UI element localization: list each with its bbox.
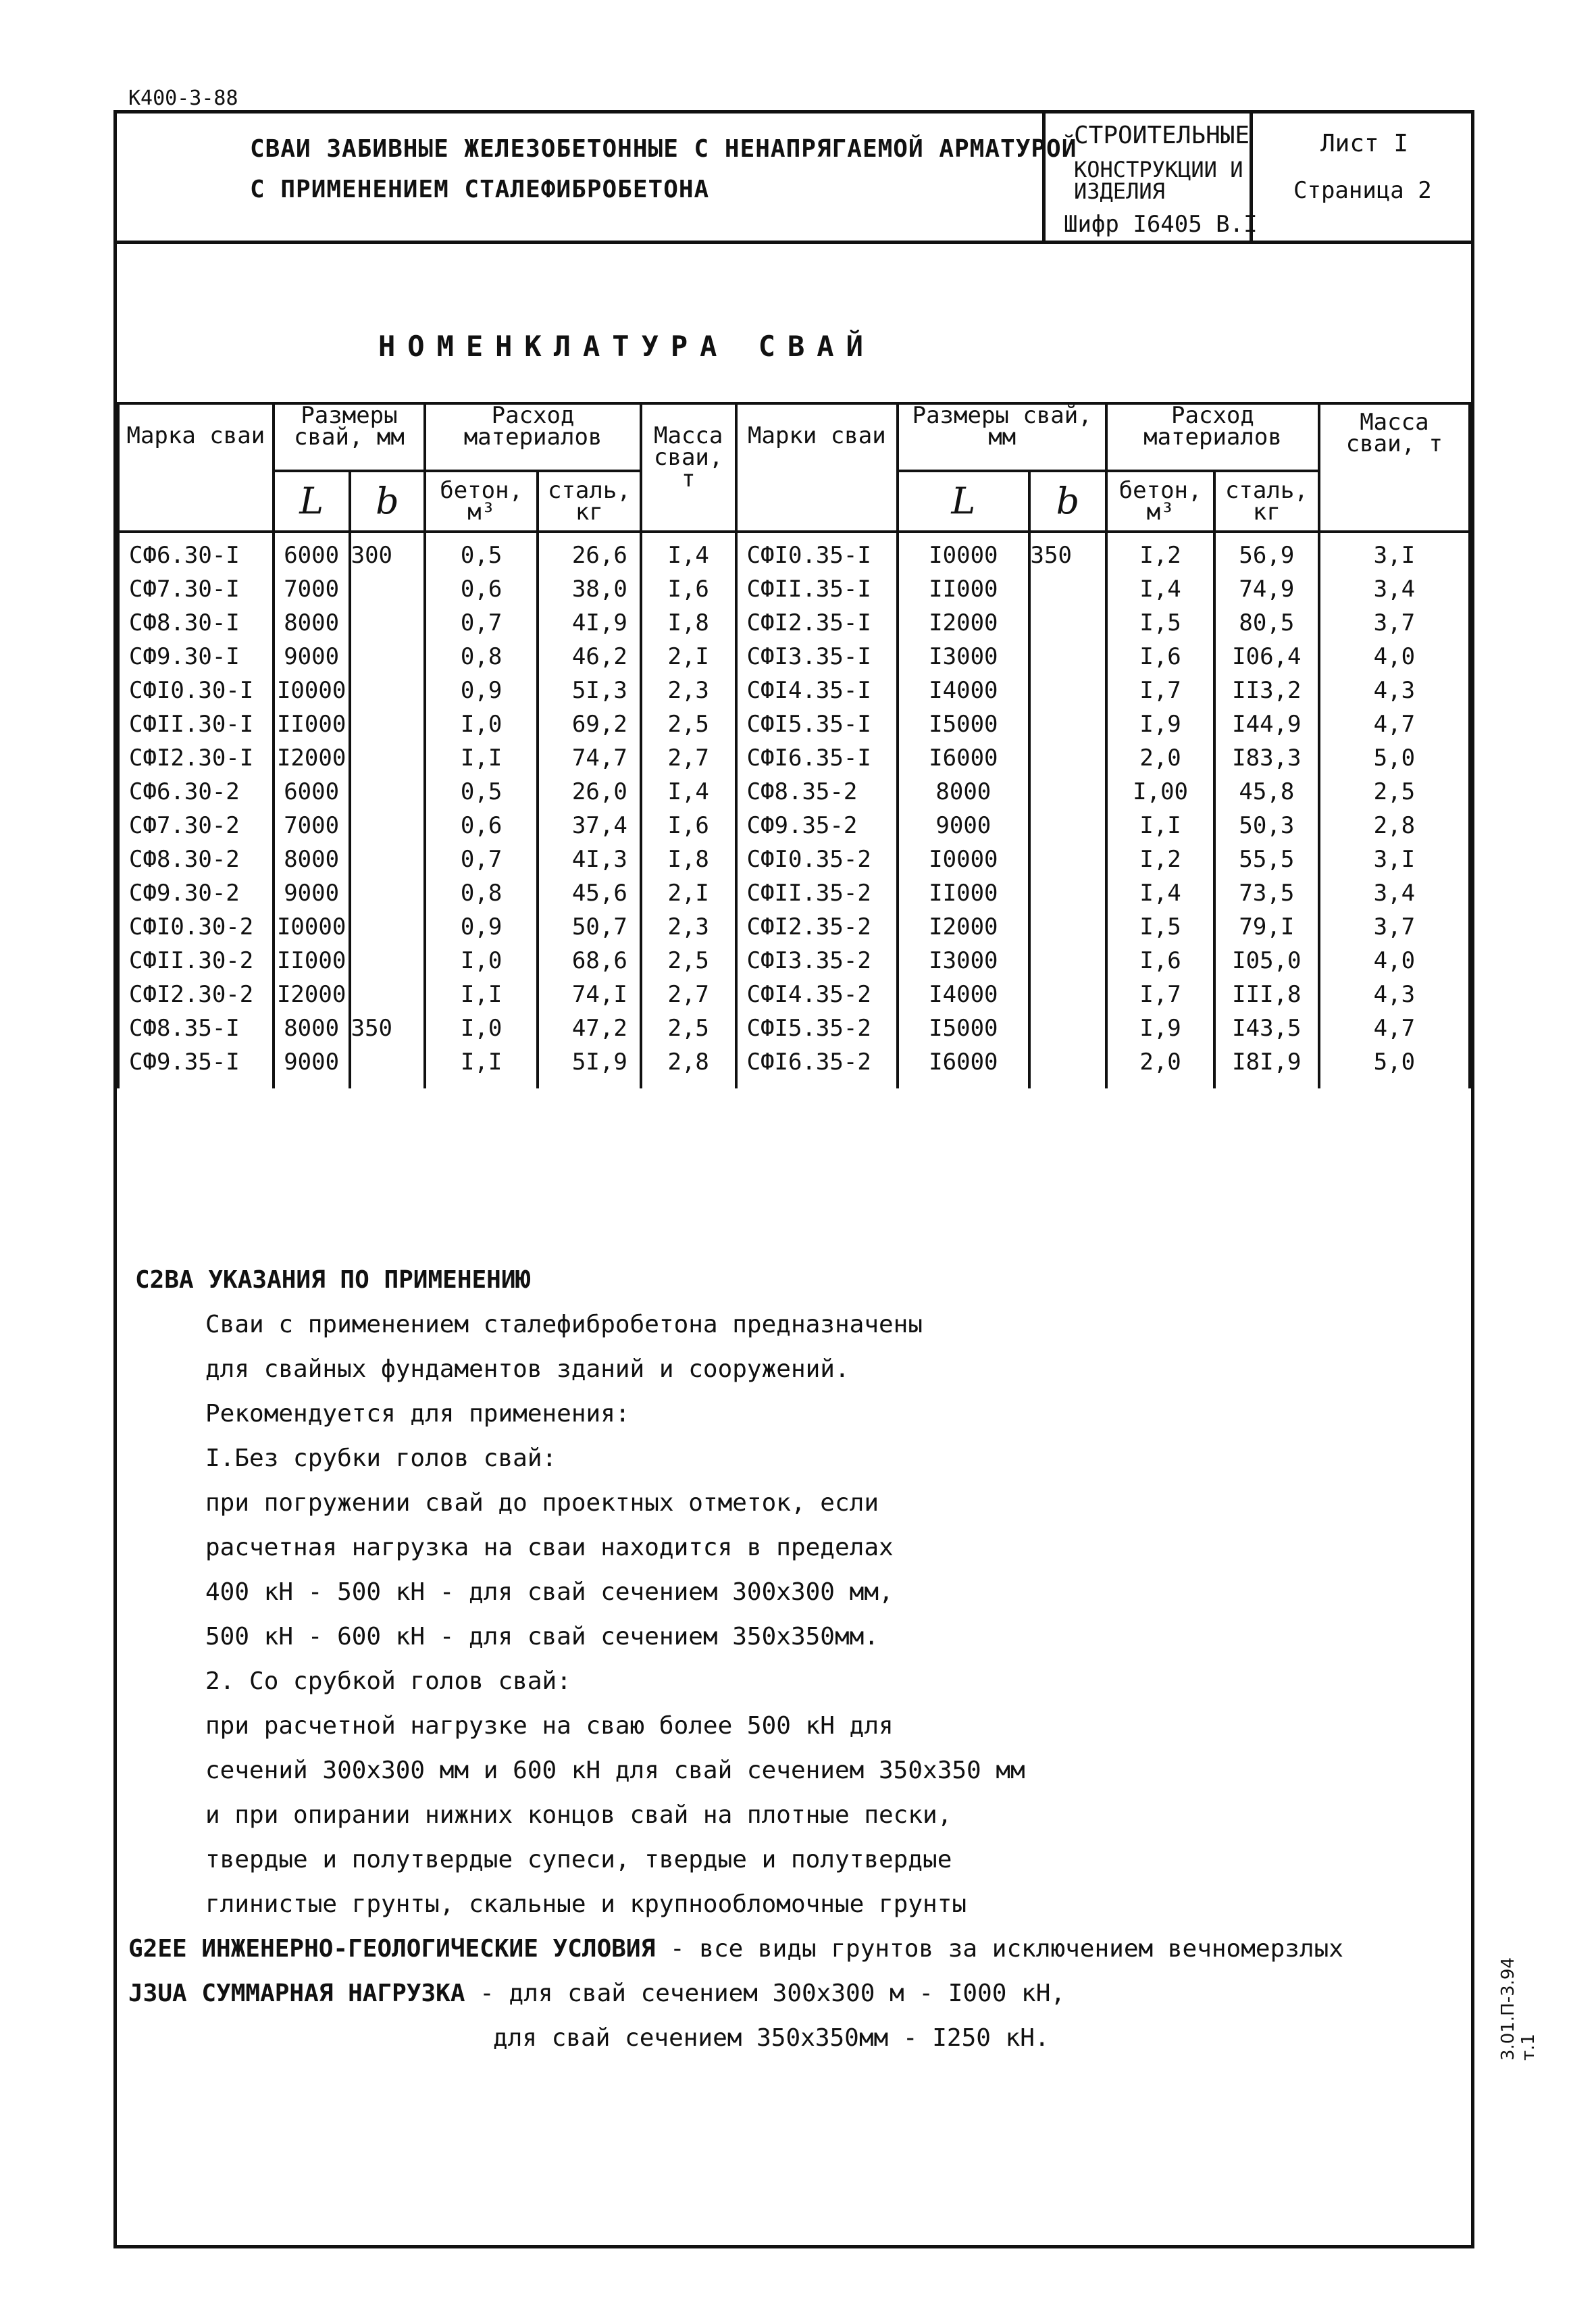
table-cell: 0,7 <box>425 606 538 640</box>
table-cell: 3,4 <box>1319 572 1470 606</box>
table-cell: СФI2.30-I <box>118 741 274 775</box>
table-cell <box>350 606 426 640</box>
table-cell: I,4 <box>641 775 736 809</box>
table-cell <box>1029 1011 1107 1045</box>
table-cell: 5I,9 <box>538 1045 641 1088</box>
table-cell: II000 <box>898 876 1029 910</box>
table-cell: I,7 <box>1106 674 1214 707</box>
table-body <box>118 532 1470 1088</box>
table-cell <box>350 640 426 674</box>
page-number: Страница 2 <box>1293 177 1432 204</box>
table-cell <box>1029 572 1107 606</box>
table-cell: СФI0.30-I <box>118 674 274 707</box>
table-cell: СФ9.35-I <box>118 1045 274 1088</box>
table-cell: СФI2.30-2 <box>118 978 274 1011</box>
table-cell: I,4 <box>1106 876 1214 910</box>
notes-line: сечений 300х300 мм и 600 кН для свай сечением 350х350 мм <box>205 1757 1025 1784</box>
table-cell: I0000 <box>898 532 1029 572</box>
table-cell: 45,6 <box>538 876 641 910</box>
table-cell: 50,3 <box>1214 809 1319 842</box>
table-cell: СФ6.30-2 <box>118 775 274 809</box>
notes-line: 400 кН - 500 кН - для свай сечением 300х300 мм, <box>205 1578 894 1606</box>
table-cell: 2,5 <box>641 944 736 978</box>
table-cell: 68,6 <box>538 944 641 978</box>
table-cell: 4I,9 <box>538 606 641 640</box>
table-cell: 74,9 <box>1214 572 1319 606</box>
table-cell: 8000 <box>898 775 1029 809</box>
table-cell: 2,0 <box>1106 741 1214 775</box>
table-cell: СФI0.35-I <box>736 532 898 572</box>
table-cell: 3,4 <box>1319 876 1470 910</box>
table-cell: I83,3 <box>1214 741 1319 775</box>
table-cell: I,6 <box>1106 640 1214 674</box>
table-cell: СФI5.35-2 <box>736 1011 898 1045</box>
table-cell: I,0 <box>425 707 538 741</box>
table-cell: 9000 <box>274 876 350 910</box>
table-cell: 55,5 <box>1214 842 1319 876</box>
table-cell: I,I <box>425 978 538 1011</box>
table-cell: СФ7.30-2 <box>118 809 274 842</box>
table-cell: 0,6 <box>425 809 538 842</box>
table-cell <box>350 674 426 707</box>
table-cell: СФ9.35-2 <box>736 809 898 842</box>
table-cell: СФII.35-I <box>736 572 898 606</box>
table-cell: 2,7 <box>641 978 736 1011</box>
table-cell: 79,I <box>1214 910 1319 944</box>
table-cell: 5,0 <box>1319 1045 1470 1088</box>
table-cell: 45,8 <box>1214 775 1319 809</box>
table-cell <box>1029 876 1107 910</box>
table-row <box>118 978 1470 1011</box>
table-cell: I5000 <box>898 1011 1029 1045</box>
table-cell: I,0 <box>425 944 538 978</box>
table-cell: 9000 <box>898 809 1029 842</box>
table-row <box>118 876 1470 910</box>
table-cell: I8I,9 <box>1214 1045 1319 1088</box>
table-cell: I3000 <box>898 944 1029 978</box>
table-cell <box>1029 809 1107 842</box>
table-cell: II000 <box>274 707 350 741</box>
table-cell <box>350 1045 426 1088</box>
header-mass: Масса сваи, т <box>641 403 736 532</box>
table-cell: 3,I <box>1319 532 1470 572</box>
table-cell: I,6 <box>641 572 736 606</box>
table-cell: СФI2.35-I <box>736 606 898 640</box>
table-cell: СФI6.35-I <box>736 741 898 775</box>
header-mark: Марка сваи <box>118 403 274 532</box>
table-cell: I,6 <box>1106 944 1214 978</box>
geology-text: - все виды грунтов за исключением вечномерзлых <box>655 1935 1343 1963</box>
header-width: b <box>350 471 426 532</box>
table-cell: 0,7 <box>425 842 538 876</box>
table-cell <box>1029 842 1107 876</box>
table-cell: I2000 <box>898 606 1029 640</box>
table-cell: II000 <box>274 944 350 978</box>
header-mark-2: Марки сваи <box>736 403 898 532</box>
table-cell <box>1029 741 1107 775</box>
header-width-2: b <box>1029 471 1107 532</box>
notes-line: и при опирании нижних концов свай на плотные пески, <box>205 1801 952 1829</box>
table-cell: I,4 <box>1106 572 1214 606</box>
table-cell: 2,5 <box>641 707 736 741</box>
table-cell: 46,2 <box>538 640 641 674</box>
table-cell: I6000 <box>898 1045 1029 1088</box>
table-cell: СФ8.35-I <box>118 1011 274 1045</box>
notes-line: при погружении свай до проектных отметок, если <box>205 1489 879 1517</box>
table-cell: СФ8.35-2 <box>736 775 898 809</box>
header-steel-2: сталь, кг <box>1214 471 1319 532</box>
table-cell: 2,5 <box>1319 775 1470 809</box>
table-cell: 4,7 <box>1319 1011 1470 1045</box>
table-cell: I,00 <box>1106 775 1214 809</box>
table-cell: I4000 <box>898 674 1029 707</box>
table-cell: 74,I <box>538 978 641 1011</box>
table-cell: 80,5 <box>1214 606 1319 640</box>
table-cell: 8000 <box>274 1011 350 1045</box>
table-cell: III,8 <box>1214 978 1319 1011</box>
table-cell: I,5 <box>1106 606 1214 640</box>
table-cell: I2000 <box>274 741 350 775</box>
table-cell: 2,I <box>641 876 736 910</box>
table-cell: 2,I <box>641 640 736 674</box>
notes-line: при расчетной нагрузке на сваю более 500 кН для <box>205 1712 894 1740</box>
notes-line: 500 кН - 600 кН - для свай сечением 350х350мм. <box>205 1623 879 1651</box>
table-cell: I,2 <box>1106 842 1214 876</box>
header-divider <box>1042 110 1046 241</box>
header-materials: Расход материалов <box>425 403 641 471</box>
table-cell: 0,5 <box>425 532 538 572</box>
notes-line: Рекомендуется для применения: <box>205 1400 630 1428</box>
table-cell: I0000 <box>274 910 350 944</box>
table-cell: СФ8.30-2 <box>118 842 274 876</box>
table-cell: СФII.30-I <box>118 707 274 741</box>
table-cell: 2,0 <box>1106 1045 1214 1088</box>
table-cell: СФI0.30-2 <box>118 910 274 944</box>
table-cell: 5I,3 <box>538 674 641 707</box>
table-cell: I05,0 <box>1214 944 1319 978</box>
table-cell: СФ9.30-2 <box>118 876 274 910</box>
table-cell: 300 <box>350 532 426 572</box>
table-cell <box>1029 707 1107 741</box>
table-row <box>118 572 1470 606</box>
table-cell: 4,0 <box>1319 640 1470 674</box>
header-length-2: L <box>898 471 1029 532</box>
table-cell: СФI3.35-2 <box>736 944 898 978</box>
table-row <box>118 640 1470 674</box>
notes-line: для свайных фундаментов зданий и сооружений. <box>205 1355 850 1383</box>
category-line2: КОНСТРУКЦИИ И ИЗДЕЛИЯ <box>1074 157 1243 204</box>
table-cell: 69,2 <box>538 707 641 741</box>
table-cell: I,8 <box>641 842 736 876</box>
header-concrete: бетон, м³ <box>425 471 538 532</box>
table-row <box>118 707 1470 741</box>
table-cell <box>350 775 426 809</box>
header-dimensions: Размеры свай, мм <box>274 403 426 471</box>
sheet-number: Лист I <box>1320 130 1409 157</box>
table-cell: 50,7 <box>538 910 641 944</box>
table-cell <box>1029 944 1107 978</box>
table-cell: СФI4.35-I <box>736 674 898 707</box>
table-cell: СФII.30-2 <box>118 944 274 978</box>
table-row <box>118 741 1470 775</box>
table-cell: СФI2.35-2 <box>736 910 898 944</box>
table-cell: 7000 <box>274 809 350 842</box>
table-cell: I06,4 <box>1214 640 1319 674</box>
table-cell: I2000 <box>898 910 1029 944</box>
load-line-2: для свай сечением 350х350мм - I250 кН. <box>493 2024 1050 2052</box>
table-cell: I,I <box>1106 809 1214 842</box>
table-cell: I,I <box>425 741 538 775</box>
table-cell: II000 <box>898 572 1029 606</box>
table-cell: 2,8 <box>641 1045 736 1088</box>
table-row <box>118 775 1470 809</box>
table-cell: I,7 <box>1106 978 1214 1011</box>
table-row <box>118 674 1470 707</box>
notes-line: твердые и полутвердые супеси, твердые и полутвердые <box>205 1846 952 1873</box>
table-cell <box>350 944 426 978</box>
table-cell <box>350 707 426 741</box>
table-cell: I0000 <box>898 842 1029 876</box>
application-notes <box>128 1258 1343 2061</box>
table-cell <box>1029 978 1107 1011</box>
table-cell: СФ9.30-I <box>118 640 274 674</box>
table-cell: I,9 <box>1106 707 1214 741</box>
table-cell: 5,0 <box>1319 741 1470 775</box>
table-cell: I,4 <box>641 532 736 572</box>
table-cell: 8000 <box>274 606 350 640</box>
load-line <box>128 1971 1343 2016</box>
table-cell <box>350 809 426 842</box>
table-cell: 2,7 <box>641 741 736 775</box>
table-cell: 37,4 <box>538 809 641 842</box>
header-steel: сталь, кг <box>538 471 641 532</box>
table-cell: I4000 <box>898 978 1029 1011</box>
table-cell <box>1029 674 1107 707</box>
table-cell: 73,5 <box>1214 876 1319 910</box>
table-row <box>118 1011 1470 1045</box>
table-cell: 0,6 <box>425 572 538 606</box>
header-concrete-2: бетон, м³ <box>1106 471 1214 532</box>
table-cell: 0,9 <box>425 674 538 707</box>
table-cell: СФI0.35-2 <box>736 842 898 876</box>
header-length: L <box>274 471 350 532</box>
table-cell <box>350 741 426 775</box>
nomenclature-table <box>117 402 1471 1088</box>
side-stamp: 3.01.П-3.94 т.1 <box>1498 1957 1539 2061</box>
table-cell: I44,9 <box>1214 707 1319 741</box>
table-cell: 56,9 <box>1214 532 1319 572</box>
cipher: Шифр I6405 В.I <box>1064 211 1258 238</box>
table-cell: I,9 <box>1106 1011 1214 1045</box>
table-row <box>118 532 1470 572</box>
notes-line: глинистые грунты, скальные и крупнообломочные грунты <box>205 1890 967 1918</box>
header-materials-2: Расход материалов <box>1106 403 1319 471</box>
notes-line: I.Без срубки голов свай: <box>205 1444 557 1472</box>
table-cell <box>350 842 426 876</box>
geology-label: G2ЕЕ ИНЖЕНЕРНО-ГЕОЛОГИЧЕСКИЕ УСЛОВИЯ <box>128 1935 656 1963</box>
notes-line: 2. Со срубкой голов свай: <box>205 1667 571 1695</box>
load-text: - для свай сечением 300х300 м - I000 кН, <box>465 1980 1066 2007</box>
notes-line: расчетная нагрузка на сваи находится в пределах <box>205 1534 894 1561</box>
table-cell <box>1029 775 1107 809</box>
table-cell: 2,8 <box>1319 809 1470 842</box>
table-cell <box>1029 606 1107 640</box>
table-cell: 0,8 <box>425 640 538 674</box>
table-cell <box>350 572 426 606</box>
table-cell: 3,7 <box>1319 910 1470 944</box>
table-row <box>118 842 1470 876</box>
table-cell: СФI6.35-2 <box>736 1045 898 1088</box>
table-cell: I0000 <box>274 674 350 707</box>
table-cell: II3,2 <box>1214 674 1319 707</box>
table-cell: 4,3 <box>1319 978 1470 1011</box>
table-cell: 0,8 <box>425 876 538 910</box>
table-cell: СФI5.35-I <box>736 707 898 741</box>
table-cell: 9000 <box>274 640 350 674</box>
table-cell <box>1029 640 1107 674</box>
table-cell: I,5 <box>1106 910 1214 944</box>
table-cell: СФ8.30-I <box>118 606 274 640</box>
table-cell: 8000 <box>274 842 350 876</box>
document-title-line1: СВАИ ЗАБИВНЫЕ ЖЕЛЕЗОБЕТОННЫЕ С НЕНАПРЯГАЕМОЙ АРМАТУРОЙ <box>250 135 1077 163</box>
table-cell: 9000 <box>274 1045 350 1088</box>
table-cell <box>1029 910 1107 944</box>
table-cell <box>350 876 426 910</box>
table-cell: 4,3 <box>1319 674 1470 707</box>
nomenclature-title: НОМЕНКЛАТУРА СВАЙ <box>378 330 875 363</box>
table-cell: СФI4.35-2 <box>736 978 898 1011</box>
table-cell: I2000 <box>274 978 350 1011</box>
table-cell: СФ6.30-I <box>118 532 274 572</box>
table-cell: 350 <box>350 1011 426 1045</box>
table-row <box>118 606 1470 640</box>
table-cell: I,8 <box>641 606 736 640</box>
table-cell: 2,3 <box>641 910 736 944</box>
table-cell: 4I,3 <box>538 842 641 876</box>
category-line1: СТРОИТЕЛЬНЫЕ <box>1074 122 1250 149</box>
table-cell: СФII.35-2 <box>736 876 898 910</box>
table-cell: 26,6 <box>538 532 641 572</box>
table-cell: СФ7.30-I <box>118 572 274 606</box>
table-cell: 4,7 <box>1319 707 1470 741</box>
table-cell: 26,0 <box>538 775 641 809</box>
table-cell: 3,I <box>1319 842 1470 876</box>
table-row <box>118 910 1470 944</box>
load-label: J3UA СУММАРНАЯ НАГРУЗКА <box>128 1980 465 2007</box>
table-row <box>118 944 1470 978</box>
table-cell: 3,7 <box>1319 606 1470 640</box>
table-cell: I,2 <box>1106 532 1214 572</box>
table-cell: I,6 <box>641 809 736 842</box>
table-cell: I5000 <box>898 707 1029 741</box>
geology-line <box>128 1927 1343 1971</box>
document-title-line2: С ПРИМЕНЕНИЕМ СТАЛЕФИБРОБЕТОНА <box>250 176 710 203</box>
table-cell: 38,0 <box>538 572 641 606</box>
table-row <box>118 1045 1470 1088</box>
table-cell: I43,5 <box>1214 1011 1319 1045</box>
table-cell: 47,2 <box>538 1011 641 1045</box>
table-cell <box>1029 1045 1107 1088</box>
table-cell: 4,0 <box>1319 944 1470 978</box>
table-cell: 6000 <box>274 775 350 809</box>
document-number: К400-3-88 <box>128 86 238 110</box>
table-cell: 2,5 <box>641 1011 736 1045</box>
table-cell: I3000 <box>898 640 1029 674</box>
table-cell: 74,7 <box>538 741 641 775</box>
table-cell <box>350 978 426 1011</box>
notes-line: Сваи с применением сталефибробетона предназначены <box>205 1311 923 1338</box>
notes-heading: С2ВА УКАЗАНИЯ ПО ПРИМЕНЕНИЮ <box>135 1266 531 1294</box>
table-cell: 0,9 <box>425 910 538 944</box>
table-cell: 0,5 <box>425 775 538 809</box>
table-cell: 2,3 <box>641 674 736 707</box>
table-row <box>118 809 1470 842</box>
table-cell <box>350 910 426 944</box>
header-dimensions-2: Размеры свай, мм <box>898 403 1106 471</box>
table-cell: I,0 <box>425 1011 538 1045</box>
table-cell: 6000 <box>274 532 350 572</box>
table-cell: 350 <box>1029 532 1107 572</box>
table-cell: СФI3.35-I <box>736 640 898 674</box>
table-cell: I,I <box>425 1045 538 1088</box>
table-cell: 7000 <box>274 572 350 606</box>
table-cell: I6000 <box>898 741 1029 775</box>
header-mass-2: Масса сваи, т <box>1319 403 1470 532</box>
